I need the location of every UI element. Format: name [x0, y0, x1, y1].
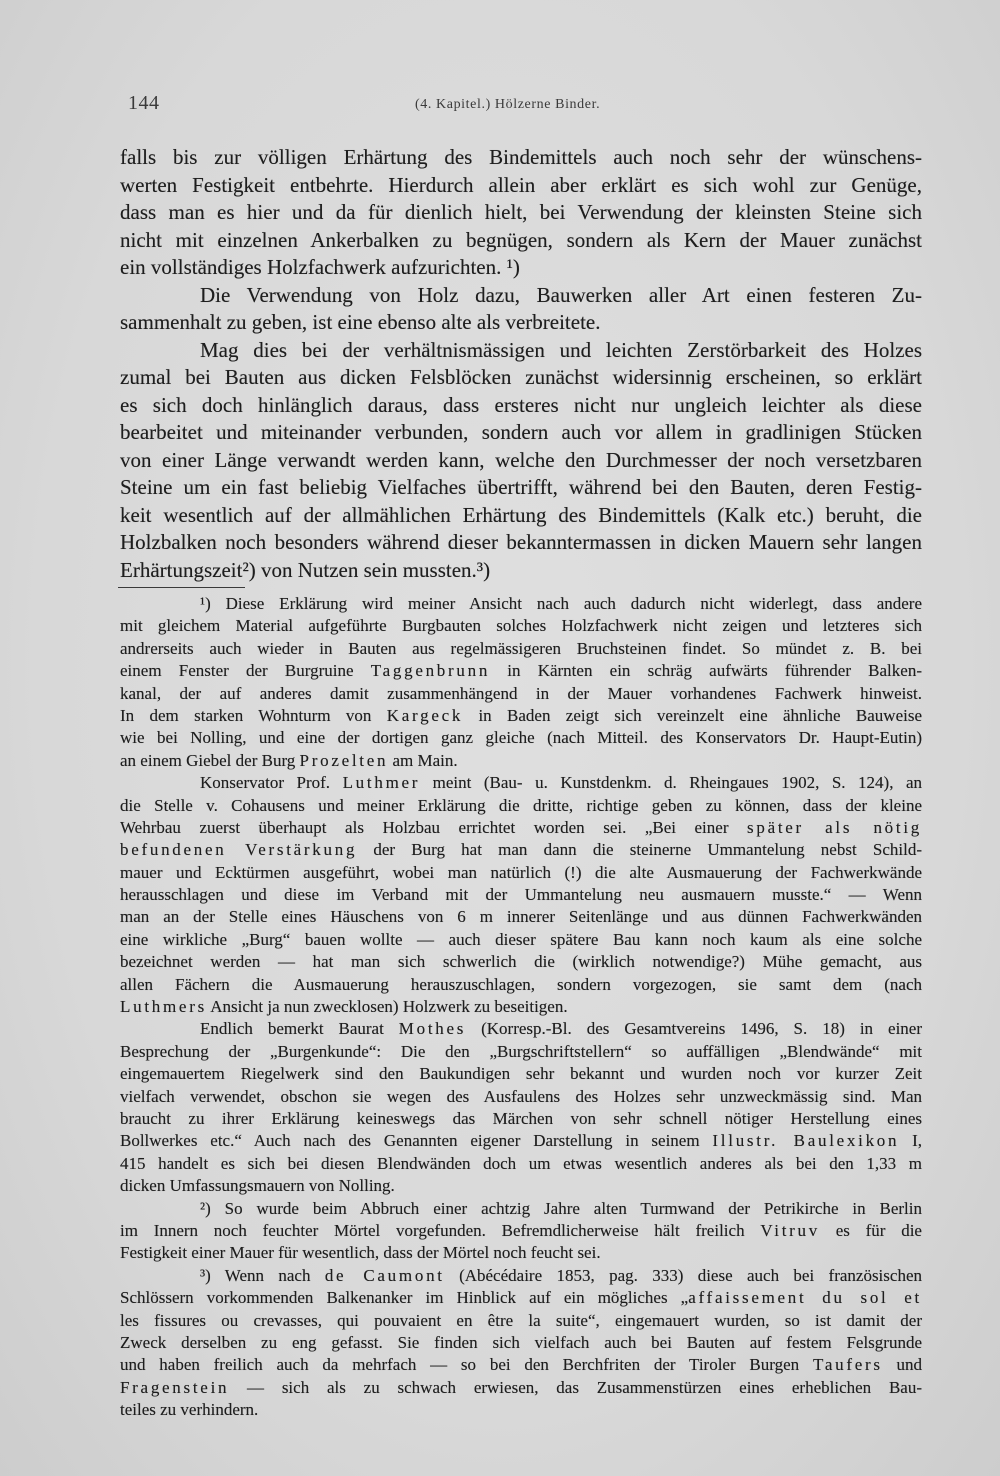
text-line	[120, 474, 922, 502]
text-run: Ansicht ja nun zwecklosen) Holzwerk zu beseitigen.	[206, 997, 568, 1017]
text-line	[120, 929, 922, 951]
text-line	[120, 1086, 922, 1108]
footnote-paragraph	[120, 1018, 922, 1197]
text-line	[120, 392, 922, 420]
text-run: der Burg hat man dann die steinerne Ummantelung nebst Schild-	[357, 840, 922, 860]
spaced-emphasis: Vitruv	[760, 1220, 820, 1240]
text-run: — sich als zu schwach erwiesen, das Zusammenstürzen eines erheblichen Bau-	[229, 1377, 922, 1397]
text-run: am Main.	[388, 750, 458, 770]
text-line	[120, 282, 922, 310]
spaced-emphasis: Fragenstein	[120, 1377, 230, 1397]
text-run: teiles zu verhindern.	[120, 1400, 259, 1420]
spaced-emphasis: Luthmer	[342, 773, 421, 793]
text-run: braucht zu ihrer Erklärung keineswegs das Märchen von sehr schnell nötiger Herstellung eines	[120, 1108, 922, 1128]
text-run: Erhärtungszeit²) von Nutzen sein mussten.³)	[120, 557, 491, 582]
spaced-emphasis: befundenen Verstärkung	[120, 840, 358, 860]
text-line	[120, 172, 922, 200]
spaced-emphasis: Taggenbrunn	[370, 661, 491, 681]
text-line	[120, 660, 922, 682]
text-run: bearbeitet und miteinander verbunden, sondern auch vor allem in gradlinigen Stücken	[120, 420, 922, 444]
text-line	[120, 419, 922, 447]
text-line	[120, 1242, 922, 1264]
text-run: allen Fächern die Ausmauerung herauszuschlagen, sondern vorgezogen, sie samt dem (nach	[120, 974, 922, 994]
text-run: I,	[899, 1131, 922, 1151]
text-run: nicht mit einzelnen Ankerbalken zu begnügen, sondern als Kern der Mauer zunächst	[120, 227, 922, 252]
text-line	[120, 951, 922, 973]
text-line	[120, 502, 922, 530]
text-line	[120, 839, 922, 861]
text-run: falls bis zur völligen Erhärtung des Bindemittels auch noch sehr der wünschens-	[120, 145, 922, 169]
text-line	[120, 1198, 922, 1220]
text-run: werten Festigkeit entbehrte. Hierdurch allein aber erklärt es sich wohl zur Genüge,	[120, 172, 922, 197]
text-run: zumal bei Bauten aus dicken Felsblöcken zunächst widersinnig erscheinen, so erklärt	[120, 365, 922, 389]
text-line	[120, 1130, 922, 1152]
text-line	[120, 862, 922, 884]
footnotes	[120, 593, 922, 1421]
text-run: Holzbalken noch besonders während dieser bekanntermassen in dicken Mauern sehr langen	[120, 530, 922, 554]
text-line	[120, 529, 922, 557]
footnote-paragraph	[120, 1265, 922, 1422]
spaced-emphasis: Prozelten	[299, 750, 389, 770]
text-line	[120, 1287, 922, 1309]
running-title: (4. Kapitel.) Hölzerne Binder.	[415, 97, 601, 112]
text-line	[120, 364, 922, 392]
text-line	[120, 884, 922, 906]
text-run: ¹) Diese Erklärung wird meiner Ansicht nach auch dadurch nicht widerlegt, dass andere	[200, 594, 922, 613]
text-run: andrerseits auch wieder in Bauten aus regelmässigeren Bruchsteinen findet. So mündet z. B. bei	[120, 638, 922, 658]
text-run: (Korresp.-Bl. des Gesamtvereins 1496, S. 18) in einer	[466, 1019, 923, 1039]
text-run: Steine um ein fast beliebig Vielfaches übertrifft, während bei den Bauten, deren Festig-	[120, 475, 922, 499]
text-line	[120, 615, 922, 637]
text-run: in Baden zeigt sich vereinzelt eine ähnliche Bauweise	[463, 705, 922, 725]
text-line	[120, 1377, 922, 1399]
text-run: an einem Giebel der Burg	[120, 750, 300, 770]
text-line	[120, 974, 922, 996]
text-run: les fissures ou crevasses, qui pouvaient en être la suite“, eingemauert wurden, so ist damit der	[120, 1310, 922, 1330]
text-run: Wehrbau zuerst überhaupt als Holzbau errichtet worden sei. „Bei einer	[120, 817, 748, 837]
footnote-paragraph	[120, 593, 922, 772]
text-run: ³) Wenn nach	[200, 1265, 325, 1285]
text-run: dass man es hier und da für dienlich hielt, bei Verwendung der kleinsten Steine sich	[120, 200, 922, 224]
text-line	[120, 1108, 922, 1130]
text-run: bezeichnet werden — hat man sich schwerlich die (wirklich notwendige?) Mühe gemacht, aus	[120, 952, 922, 972]
text-run: meint (Bau- u. Kunstdenkm. d. Rheingaues 1902, S. 124), an	[420, 773, 923, 793]
text-line	[120, 727, 922, 749]
text-run: vielfach verwendet, obschon sie wegen des Ausfaulens des Holzes sehr unzweckmässig sind. Man	[120, 1086, 922, 1106]
text-line	[120, 906, 922, 928]
text-run: von einer Länge verwandt werden kann, welche den Durchmesser der noch versetzbaren	[120, 447, 922, 472]
text-line	[120, 1354, 922, 1376]
text-line	[120, 1265, 922, 1287]
text-line	[120, 1220, 922, 1242]
text-line	[120, 1041, 922, 1063]
text-line	[120, 1018, 922, 1040]
text-line	[120, 593, 922, 615]
text-run: keit wesentlich auf der allmählichen Erhärtung des Bindemittels (Kalk etc.) beruht, die	[120, 502, 922, 527]
text-line	[120, 1175, 922, 1197]
text-line	[120, 557, 922, 585]
text-run: wie bei Nolling, und eine der dortigen ganz gleiche (nach Mitteil. des Konservators Dr. Haupt-Eutin)	[120, 728, 922, 748]
body-paragraph	[120, 144, 922, 282]
text-run: Mag dies bei der verhältnismässigen und leichten Zerstörbarkeit des Holzes	[200, 337, 922, 362]
spaced-emphasis: Luthmers	[120, 997, 207, 1017]
text-run: kanal, der auf anderes damit zusammenhängend in der Mauer vorhandenes Fachwerk hinweist.	[120, 683, 922, 703]
spaced-emphasis: de Caumont	[324, 1265, 445, 1285]
text-line	[120, 1332, 922, 1354]
text-line	[120, 996, 922, 1018]
spaced-emphasis: später als nötig	[747, 817, 922, 837]
spaced-emphasis: Mothes	[398, 1019, 467, 1039]
text-line	[120, 254, 922, 282]
text-run: Schlössern vorkommenden Balkenanker im Hinblick auf ein mögliches „	[120, 1288, 689, 1308]
page-number: 144	[128, 92, 160, 114]
spaced-emphasis: Taufers	[812, 1355, 883, 1375]
text-run: Die Verwendung von Holz dazu, Bauwerken aller Art einen festeren Zu-	[200, 282, 922, 307]
text-run: einem Fenster der Burgruine	[120, 661, 371, 681]
main-text	[120, 144, 922, 584]
text-line	[120, 750, 922, 772]
text-run: eingemauertem Riegelwerk sind den Baukundigen sehr bekannt und wurden noch vor kurzer Zeit	[120, 1064, 922, 1084]
text-run: (Abécédaire 1853, pag. 333) diese auch bei französischen	[444, 1265, 922, 1285]
text-run: mauer und Ecktürmen ausgeführt, wobei man natürlich (!) die alte Ausmauerung der Fachwerkwände	[120, 862, 922, 882]
text-line	[120, 1063, 922, 1085]
text-line	[120, 1310, 922, 1332]
text-run: die Stelle v. Cohausens und meiner Erklärung die dritte, richtige geben zu können, dass der kleine	[120, 795, 922, 815]
text-run: dicken Umfassungsmauern von Nolling.	[120, 1176, 395, 1196]
text-line	[120, 795, 922, 817]
text-run: ²) So wurde beim Abbruch einer achtzig Jahre alten Turmwand der Petrikirche in Berlin	[200, 1198, 922, 1218]
text-run: Zweck derselben zu eng gefasst. Sie finden sich vielfach auch bei Bauten auf festem Felsgrunde	[120, 1332, 922, 1352]
text-line	[120, 683, 922, 705]
body-paragraph	[120, 337, 922, 585]
text-line	[120, 309, 922, 337]
spaced-emphasis: Kargeck	[386, 705, 464, 725]
text-line	[120, 227, 922, 255]
text-run: herausschlagen und diese im Verband mit der Ummantelung neu ausmauern musste.“ — Wenn	[120, 885, 922, 905]
text-run: Konservator Prof.	[200, 773, 343, 793]
text-line	[120, 772, 922, 794]
text-run: ein vollständiges Holzfachwerk aufzurichten. ¹)	[120, 255, 520, 279]
body-paragraph	[120, 282, 922, 337]
text-line	[120, 638, 922, 660]
text-run: man an der Stelle eines Häuschens von 6 m innerer Seitenlänge und aus dünnen Fachwerkwänden	[120, 907, 922, 927]
spaced-emphasis: affaissement du sol et	[688, 1288, 922, 1308]
footnote-paragraph	[120, 1198, 922, 1265]
text-run: Endlich bemerkt Baurat	[200, 1019, 399, 1039]
text-run: es sich doch hinlänglich daraus, dass ersteres nicht nur ungleich leichter als diese	[120, 392, 922, 417]
text-run: eine wirkliche „Burg“ bauen wollte — auch dieser spätere Bau kann noch kaum als eine solche	[120, 929, 922, 949]
text-line	[120, 705, 922, 727]
text-run: Festigkeit einer Mauer für wesentlich, dass der Mörtel noch feucht sei.	[120, 1243, 601, 1263]
text-run: im Innern noch feuchter Mörtel vorgefunden. Befremdlicherweise hält freilich	[120, 1220, 761, 1240]
spaced-emphasis: Illustr. Baulexikon	[712, 1131, 900, 1151]
text-run: Besprechung der „Burgenkunde“: Die den „Burgschriftstellern“ so auffälligen „Blendwände“ mit	[120, 1041, 922, 1061]
text-line	[120, 337, 922, 365]
text-run: und	[882, 1355, 922, 1375]
text-line	[120, 144, 922, 172]
text-line	[120, 447, 922, 475]
text-run: in Kärnten ein schräg aufwärts führender Balken-	[490, 661, 922, 681]
text-line	[120, 1153, 922, 1175]
text-line	[120, 1399, 922, 1421]
text-run: sammenhalt zu geben, ist eine ebenso alte als verbreitete.	[120, 310, 601, 334]
text-run: 415 handelt es sich bei diesen Blendwänden doch um etwas wesentlich anderes als bei den 1,33 m	[120, 1153, 922, 1173]
text-line	[120, 199, 922, 227]
text-run: In dem starken Wohnturm von	[120, 705, 387, 725]
text-line	[120, 817, 922, 839]
footnote-rule	[118, 587, 245, 588]
text-run: mit gleichem Material aufgeführte Burgbauten solches Holzfachwerk nicht zeigen und letzteres sich	[120, 616, 922, 636]
footnote-paragraph	[120, 772, 922, 1018]
text-run: Bollwerkes etc.“ Auch nach des Genannten eigener Darstellung in seinem	[120, 1131, 713, 1151]
text-run: es für die	[820, 1220, 922, 1240]
text-run: und haben freilich auch da mehrfach — so bei den Berchfriten der Tiroler Burgen	[120, 1355, 813, 1375]
